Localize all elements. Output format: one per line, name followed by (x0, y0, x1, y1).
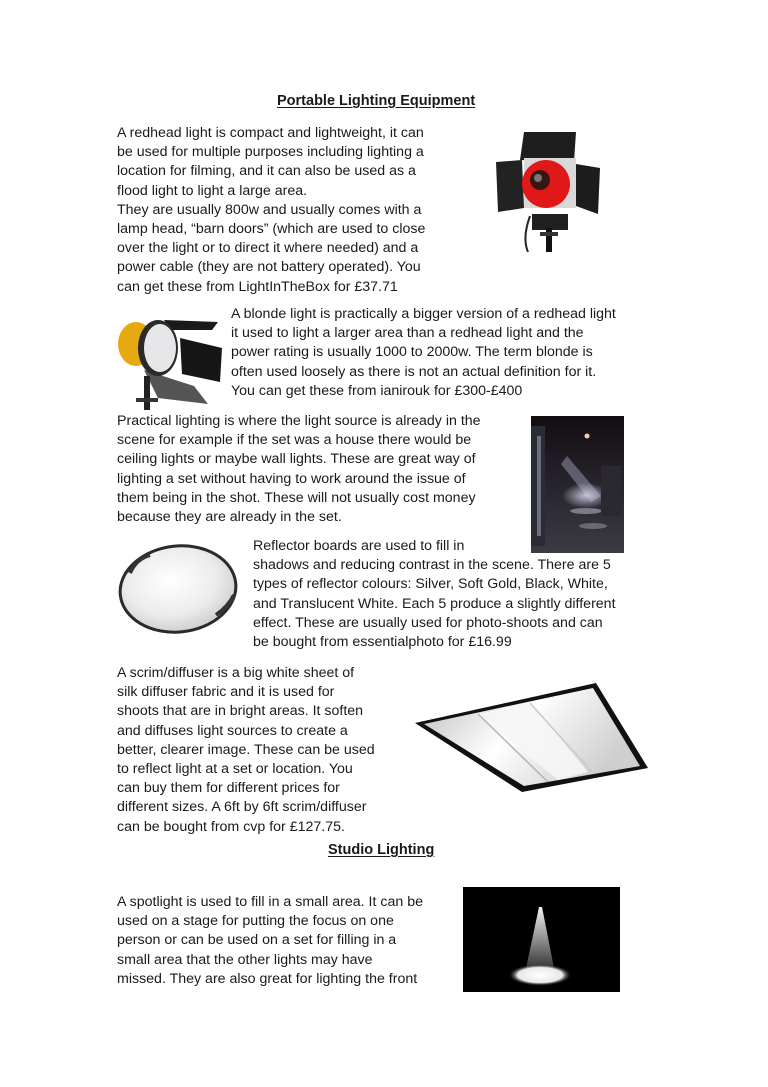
text-line: A scrim/diffuser is a big white sheet of (117, 665, 355, 681)
scrim-diffuser-image (410, 680, 650, 796)
section-heading-studio-lighting: Studio Lighting (328, 842, 435, 858)
text-line: power rating is usually 1000 to 2000w. The term blonde is (231, 344, 593, 361)
text-line: You can get these from ianirouk for £300-£400 (231, 382, 523, 399)
text-line: can get these from LightInTheBox for £37.71 (117, 278, 398, 295)
text-line: can buy them for different prices for (117, 780, 340, 797)
text-line: them being in the shot. These will not usually cost money (117, 489, 476, 506)
text-line: effect. These are usually used for photo-shoots and can (253, 614, 603, 631)
text-line: because they are already in the set. (117, 509, 342, 526)
redhead-light-icon (494, 128, 602, 252)
paragraph-practical-lighting (117, 412, 481, 527)
text-line: better, clearer image. These can be used (117, 741, 375, 758)
redhead-light-image (494, 128, 602, 252)
text-line: A spotlight is used to fill in a small area. It can be (117, 894, 423, 910)
paragraph-blonde-light (231, 305, 616, 401)
text-line: be used for multiple purposes including lighting a (117, 144, 424, 161)
text-line: types of reflector colours: Silver, Soft Gold, Black, White, (253, 576, 608, 593)
text-line: flood light to light a large area. (117, 182, 308, 199)
paragraph-reflector-boards (253, 537, 616, 652)
text-line: scene for example if the set was a house there would be (117, 432, 472, 449)
text-line: missed. They are also great for lighting the front (117, 970, 418, 987)
text-line: person or can be used on a set for filling in a (117, 932, 397, 949)
text-line: lighting a set without having to work around the issue of (117, 470, 466, 487)
text-line: can be bought from cvp for £127.75. (117, 818, 345, 835)
reflector-board-image (116, 541, 240, 637)
blonde-light-image (114, 308, 222, 410)
text-line: to reflect light at a set or location. You (117, 761, 353, 778)
text-line: and Translucent White. Each 5 produce a slightly different (253, 595, 616, 612)
text-line: used on a stage for putting the focus on one (117, 913, 394, 930)
text-line: A blonde light is practically a bigger version of a redhead light (231, 306, 616, 322)
text-line: it used to light a larger area than a redhead light and the (231, 325, 584, 342)
text-line: silk diffuser fabric and it is used for (117, 684, 335, 701)
reflector-disc-icon (116, 541, 240, 637)
text-line: often used loosely as there is not an actual definition for it. (231, 363, 597, 380)
text-line: over the light or to direct it where needed) and a (117, 240, 419, 257)
text-line: location for filming, and it can also be used as a (117, 163, 416, 180)
text-line: be bought from essentialphoto for £16.99 (253, 634, 512, 651)
text-line: shoots that are in bright areas. It soften (117, 703, 364, 720)
text-line: shadows and reducing contrast in the scene. There are 5 (253, 557, 611, 574)
text-line: Reflector boards are used to fill in (253, 538, 465, 554)
spotlight-image (463, 887, 620, 992)
section-heading-portable-lighting: Portable Lighting Equipment (277, 93, 476, 109)
text-line: small area that the other lights may have (117, 951, 373, 968)
text-line: Practical lighting is where the light source is already in the (117, 413, 481, 429)
practical-lighting-photo-icon (531, 416, 624, 553)
paragraph-redhead-light (117, 124, 425, 297)
text-line: ceiling lights or maybe wall lights. These are great way of (117, 451, 476, 468)
text-line: They are usually 800w and usually comes with a (117, 201, 422, 218)
text-line: different sizes. A 6ft by 6ft scrim/diffuser (117, 799, 367, 816)
diffuser-panel-icon (410, 680, 650, 796)
blonde-light-icon (114, 308, 222, 410)
text-line: and diffuses light sources to create a (117, 722, 348, 739)
spotlight-beam-icon (463, 887, 620, 992)
text-line: A redhead light is compact and lightweight, it can (117, 125, 424, 141)
paragraph-scrim-diffuser (117, 664, 375, 837)
paragraph-spotlight (117, 893, 423, 989)
text-line: lamp head, “barn doors” (which are used to close (117, 221, 426, 238)
text-line: power cable (they are not battery operated). You (117, 259, 421, 276)
practical-lighting-image (531, 416, 624, 553)
